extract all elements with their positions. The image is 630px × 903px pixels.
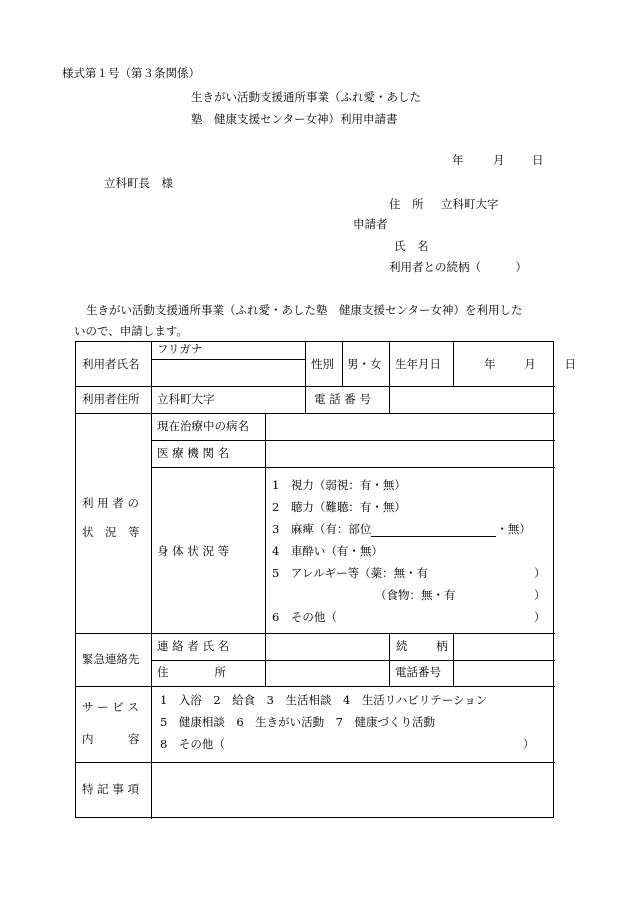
gender-options[interactable]: 男・女 [347,357,382,371]
physical-item-6-close: ） [534,610,546,624]
physical-item-3: 3 麻痺（有：部位 ・無） [272,522,531,536]
date-month: 月 [493,153,505,167]
user-address-label: 利用者住所 [82,392,140,406]
contact-name-label: 連 絡 者 氏 名 [157,639,230,653]
service-line-3: 8 その他（ [160,737,225,751]
applicant-address-value: 立科町大字 [441,197,499,211]
contact-phone-label: 電話番号 [395,665,441,679]
service-label-1: サ ー ビ ス [82,700,139,714]
physical-item-5: 5 アレルギー等（薬：無・有 [272,566,429,580]
gender-label: 性別 [311,357,334,371]
title-line-1: 生きがい活動支援通所事業（ふれ愛・あした [191,90,421,104]
contact-name-field[interactable] [271,637,385,657]
notes-field[interactable] [157,766,549,814]
applicant-label: 申請者 [353,217,388,231]
emergency-label: 緊急連絡先 [82,652,140,666]
body-line-1: 生きがい活動支援通所事業（ふれ愛・あした塾 健康支援センター女神）を利用した [86,303,523,317]
service-label-2: 内 容 [82,732,140,746]
user-name-field[interactable] [157,363,301,381]
status-label-2: 状 況 等 [82,525,140,539]
physical-item-1: 1 視力（弱視：有・無） [272,478,406,492]
contact-phone-field[interactable] [459,663,549,683]
physical-status-label: 身 体 状 況 等 [157,544,230,558]
birthdate-value[interactable]: 年 月 日 [484,357,585,371]
physical-item-5-food-close: ） [534,588,546,602]
applicant-name-label: 氏 名 [394,239,429,253]
medical-institution-field[interactable] [271,444,549,464]
phone-label: 電 話 番 号 [314,392,371,406]
physical-item-2: 2 聴力（難聴：有・無） [272,500,406,514]
addressee: 立科町長 様 [104,176,173,190]
application-form-table [75,341,585,818]
contact-relation-field[interactable] [459,637,549,657]
furigana-label: フリガナ [157,342,203,356]
service-line-1: 1 入浴 2 給食 3 生活相談 4 生活リハビリテーション [160,693,488,707]
contact-relation-label: 続 柄 [396,639,457,653]
user-address-value[interactable]: 立科町大字 [157,392,215,406]
physical-item-5-close: ） [534,566,546,580]
date-day: 日 [532,153,544,167]
status-label-1: 利 用 者 の [82,496,139,510]
physical-item-4: 4 車酔い（有・無） [272,544,383,558]
current-disease-field[interactable] [271,417,549,437]
user-name-label: 利用者氏名 [82,357,140,371]
title-line-2: 塾 健康支援センター女神）利用申請書 [191,112,398,126]
form-number: 様式第１号（第３条関係） [62,66,200,80]
contact-address-field[interactable] [271,663,385,683]
medical-institution-label: 医 療 機 関 名 [157,446,230,460]
date-year: 年 [452,153,464,167]
applicant-address-label: 住 所 [389,197,424,211]
applicant-relation-label: 利用者との続柄（ ） [389,260,527,274]
physical-item-6: 6 その他（ [272,610,337,624]
contact-address-label: 住 所 [157,665,226,679]
service-line-2: 5 健康相談 6 生きがい活動 7 健康づくり活動 [160,715,435,729]
birthdate-label: 生年月日 [395,357,441,371]
physical-item-5-food: （食物：無・有 [375,588,456,602]
body-line-2: いので、申請します。 [74,324,188,338]
service-line-3-close: ） [523,737,535,751]
notes-label: 特 記 事 項 [82,782,139,796]
phone-field[interactable] [395,389,549,409]
current-disease-label: 現在治療中の病名 [157,419,249,433]
paralysis-site-underline[interactable] [371,524,496,537]
